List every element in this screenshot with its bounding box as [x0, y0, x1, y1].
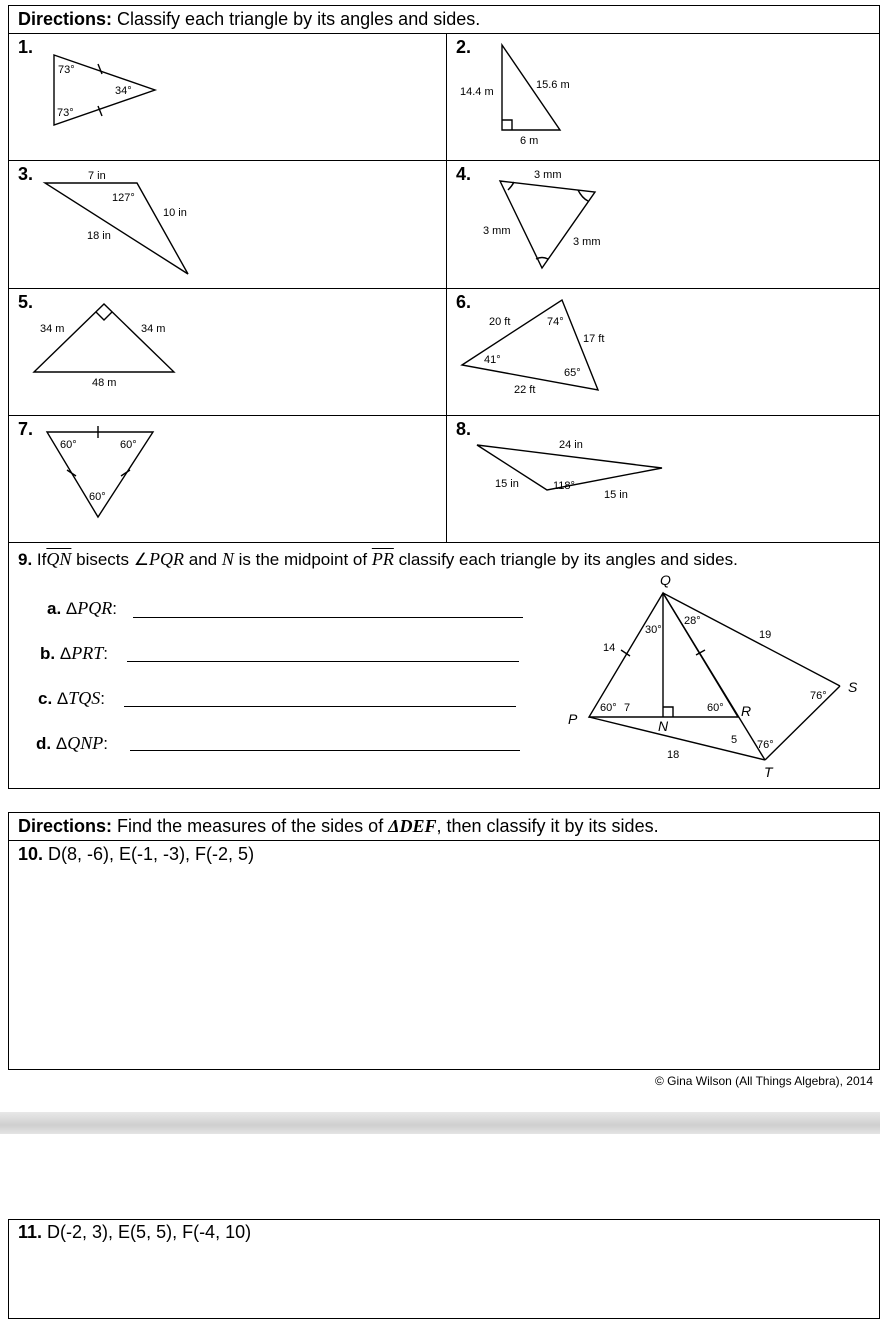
p6-label-left-angle: 41°: [484, 354, 501, 366]
answer-line-c[interactable]: [124, 706, 516, 707]
problem-11-text: D(-2, 3), E(5, 5), F(-4, 10): [47, 1222, 252, 1242]
prompt-mid-2: and: [188, 550, 218, 569]
part-d-letter: d.: [36, 734, 52, 753]
segment-qs: [663, 593, 840, 686]
part-c-label: [38, 688, 105, 709]
part-d-triangle: QNP: [67, 733, 104, 753]
p1-label-top-angle: 73°: [58, 64, 75, 76]
p6-label-right-side: 17 ft: [583, 333, 605, 345]
prompt-mid-1: bisects ∠: [76, 550, 149, 569]
point-p: P: [568, 711, 578, 727]
p8-label-top-side: 24 in: [559, 439, 583, 451]
problem-11-number: 11.: [18, 1222, 43, 1242]
section2-directions: [18, 816, 659, 837]
q9-label-angle-p: 60°: [600, 702, 617, 714]
part-a-triangle: PQR: [77, 598, 113, 618]
point-n-diagram: N: [658, 718, 669, 734]
p3-label-obtuse-angle: 127°: [112, 192, 135, 204]
q9-label-angle-t: 76°: [757, 739, 774, 751]
part-a-letter: a.: [47, 599, 62, 618]
part-d-label: [36, 733, 108, 754]
problem-number-4: 4.: [456, 164, 472, 184]
part-c-delta: Δ: [56, 689, 69, 708]
problem-number-5: 5.: [18, 292, 34, 312]
p1-label-right-angle: 34°: [115, 85, 132, 97]
p2-label-base: 6 m: [520, 135, 539, 147]
problem-number-6: 6.: [456, 292, 472, 312]
p6-label-bottom-side: 22 ft: [514, 384, 536, 396]
answer-line-a[interactable]: [133, 617, 523, 618]
point-n: N: [221, 549, 234, 569]
p7-label-bottom-angle: 60°: [89, 491, 106, 503]
p2-label-hypotenuse: 15.6 m: [536, 79, 570, 91]
part-b-colon: :: [103, 644, 108, 663]
point-q: Q: [660, 572, 671, 588]
p4-label-left-side: 3 mm: [483, 225, 511, 237]
q9-label-angle-28: 28°: [684, 615, 701, 627]
q9-label-angle-s: 76°: [810, 690, 827, 702]
problem-number-8: 8.: [456, 419, 472, 439]
segment-qn: $\overline{QN}$: [46, 549, 72, 569]
p7-label-right-angle: 60°: [120, 439, 137, 451]
p3-label-right-side: 10 in: [163, 207, 187, 219]
segment-pr: $\overline{PR}$: [371, 549, 394, 569]
point-t: T: [764, 764, 773, 780]
directions-text: Classify each triangle by its angles and sides.: [117, 9, 481, 29]
prompt-post: classify each triangle by its angles and sides.: [398, 550, 738, 569]
triangle-5: [34, 304, 174, 372]
p8-label-left-side: 15 in: [495, 478, 519, 490]
section2-directions-pre: Find the measures of the sides of: [117, 816, 389, 836]
q9-label-side-14: 14: [603, 642, 616, 654]
problem-10-number: 10.: [18, 844, 44, 864]
angle-pqr: PQR: [149, 549, 184, 569]
q9-label-side-5: 5: [731, 734, 738, 746]
p7-label-left-angle: 60°: [60, 439, 77, 451]
prompt-pre: If: [36, 550, 47, 569]
q9-label-angle-30: 30°: [645, 624, 662, 636]
prompt-mid-3: is the midpoint of: [238, 550, 368, 569]
problem-number-1: 1.: [18, 37, 34, 57]
section2-directions-label: Directions:: [18, 816, 113, 836]
problem-number-7: 7.: [18, 419, 34, 439]
p6-label-top-angle: 74°: [547, 316, 564, 328]
answer-line-b[interactable]: [127, 661, 519, 662]
problem-number-3: 3.: [18, 164, 34, 184]
section2-directions-tri: ΔDEF: [388, 816, 437, 836]
part-b-triangle: PRT: [71, 643, 104, 663]
p1-label-bottom-angle: 73°: [57, 107, 74, 119]
p6-label-top-left-side: 20 ft: [489, 316, 511, 328]
part-d-colon: :: [103, 734, 108, 753]
answer-line-d[interactable]: [130, 750, 520, 751]
problem-9-diagram: [560, 565, 870, 785]
triangle-diagrams: [0, 0, 880, 545]
part-b-letter: b.: [40, 644, 56, 663]
section2-directions-post: , then classify it by its sides.: [436, 816, 659, 836]
q9-label-side-18: 18: [667, 749, 680, 761]
part-b-delta: Δ: [59, 644, 72, 663]
segment-qt: [663, 593, 765, 760]
part-c-colon: :: [100, 689, 106, 708]
part-d-delta: Δ: [55, 734, 68, 753]
p5-label-right-side: 34 m: [141, 323, 166, 335]
problem-11: [18, 1222, 251, 1243]
q9-label-angle-r: 60°: [707, 702, 724, 714]
problem-9-number: 9.: [18, 550, 33, 569]
p5-label-left-side: 34 m: [40, 323, 65, 335]
p6-label-bottom-angle: 65°: [564, 367, 581, 379]
p2-label-left-side: 14.4 m: [460, 86, 494, 98]
p5-label-base: 48 m: [92, 377, 117, 389]
page-break: [0, 1112, 880, 1134]
problem-10: [18, 844, 254, 865]
point-r: R: [741, 703, 752, 719]
problem-10-text: D(8, -6), E(-1, -3), F(-2, 5): [48, 844, 255, 864]
point-s: S: [848, 679, 858, 695]
copyright: © Gina Wilson (All Things Algebra), 2014: [654, 1074, 873, 1088]
p8-label-obtuse-angle: 118°: [553, 480, 575, 492]
section2-divider: [8, 840, 880, 841]
p8-label-right-side: 15 in: [604, 489, 628, 501]
part-b-label: [40, 643, 108, 664]
part-a-colon: :: [112, 599, 118, 618]
problem-number-2: 2.: [456, 37, 472, 57]
part-c-letter: c.: [38, 689, 53, 708]
p3-label-top-side: 7 in: [88, 170, 106, 182]
q9-label-side-7: 7: [624, 702, 631, 714]
part-a-label: [47, 598, 117, 619]
q9-label-side-19: 19: [759, 629, 772, 641]
part-c-triangle: TQS: [68, 688, 101, 708]
p3-label-bottom-side: 18 in: [87, 230, 111, 242]
segment-st: [765, 686, 840, 760]
directions-label: Directions:: [18, 9, 113, 29]
p4-label-right-side: 3 mm: [573, 236, 601, 248]
part-a-delta: Δ: [65, 599, 78, 618]
p4-label-top-side: 3 mm: [534, 169, 562, 181]
